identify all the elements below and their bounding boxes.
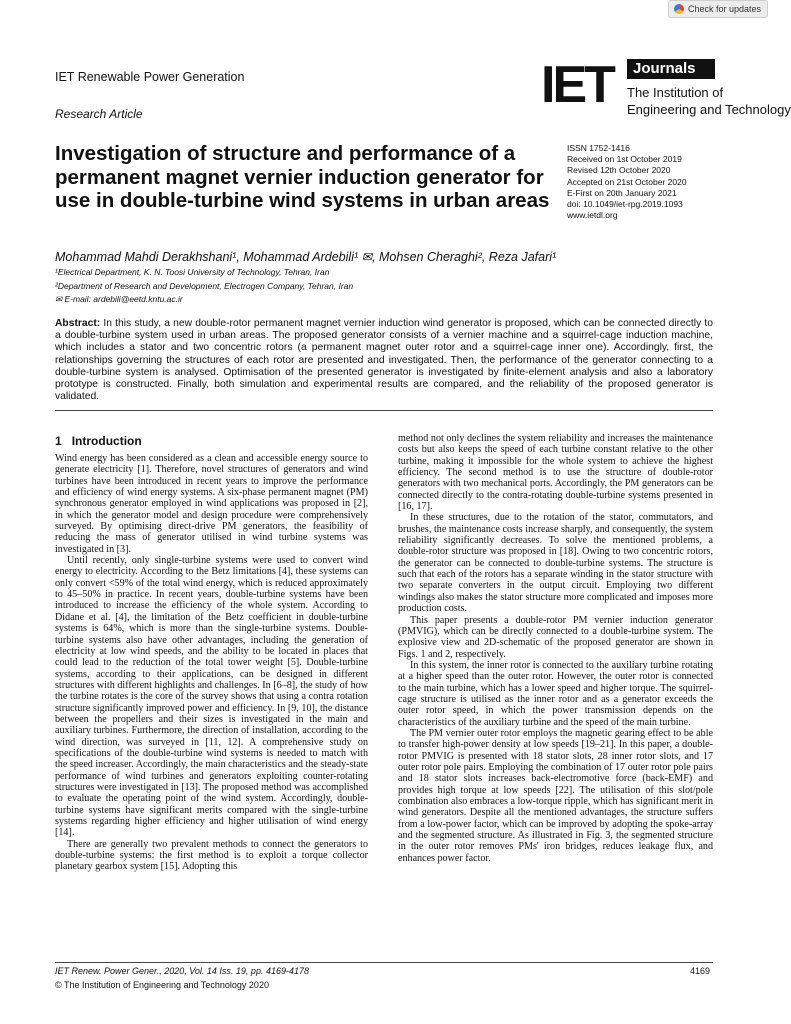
body-column-left <box>55 453 368 873</box>
abstract <box>55 318 713 403</box>
paragraph: Wind energy has been considered as a clean and accessible energy source to generate electricity [1]. Therefore, novel structures of generators and wind turbines have been introduced in recent years to improve the performance and efficiency of wind energy systems. A six-phase permanent magnet (PM) synchronous generator employed in wind applications was proposed in [2], in which the generator model and design procedure were comprehensively surveyed. By optimising direct-drive PM generators, the feasibility of reducing the mass of generator utilised in wind turbine systems was investigated in [3]. <box>55 453 368 555</box>
iet-journals-logo <box>541 56 791 121</box>
paragraph: In this system, the inner rotor is connected to the auxiliary turbine rotating at a higher speed than the outer rotor. However, the outer rotor is connected to the main turbine, which has a lower speed and higher torque. The squirrel-cage structure is utilised as the inner rotor and as a generator exceeds the outer rotor speed, in which the power transmission depends on the characteristics of the auxiliary turbine and the speed of the main turbine. <box>398 659 713 728</box>
section-number: 1 <box>55 434 62 448</box>
affiliation-1: ¹Electrical Department, K. N. Toosi University of Technology, Tehran, Iran <box>55 267 330 277</box>
crossmark-icon <box>674 4 684 14</box>
check-for-updates-label: Check for updates <box>688 4 762 14</box>
article-metadata <box>567 143 687 221</box>
revised-date: Revised 12th October 2020 <box>567 165 671 176</box>
section-title: Introduction <box>71 434 142 448</box>
abstract-text: In this study, a new double-rotor permanent magnet vernier induction wind generator is proposed, which can be connected directly to a double-turbine system used in urban areas. The proposed generator consists of a vernier machine and a squirrel-cage induction machine, which includes a stator and two concentric rotors (a permanent magnet outer rotor and a squirrel-cage inner one). Accordingly, first, the relationships governing the structures of each rotor are presented and investigated. Then, the performance of the generator connecting to a double-turbine system is analysed. Optimisation of the presented generator is investigated by finite-element analysis and also a laboratory prototype is constructed. Finally, both simulation and experimental results are compared, and the reliability of the proposed generator is validated. <box>55 318 713 403</box>
abstract-label: Abstract: <box>55 318 101 329</box>
doi[interactable]: doi: 10.1049/iet-rpg.2019.1093 <box>567 199 683 210</box>
institution-name-line1: The Institution of <box>627 85 724 100</box>
journals-label: Journals <box>627 59 715 79</box>
affiliation-2: ²Department of Research and Development, Electrogen Company, Tehran, Iran <box>55 281 354 291</box>
corresponding-email[interactable]: ✉ E-mail: ardebili@eetd.kntu.ac.ir <box>55 294 183 304</box>
journal-name: IET Renewable Power Generation <box>55 70 245 84</box>
paragraph: There are generally two prevalent methods to connect the generators to double-turbine systems: the first method is to exploit a torque collector planetary gearbox system [15]. Adopting this <box>55 838 368 873</box>
paragraph: method not only declines the system reliability and increases the maintenance costs but also keeps the speed of each turbine constant relative to the other turbine, making it impossible for the whole system to achieve the highest efficiency. The second method is to use the structure of double-rotor generators with two mechanical ports. Accordingly, the PM generators can be connected directly to the contra-rotating double-turbine systems presented in [16, 17]. <box>398 433 713 513</box>
footer-copyright: © The Institution of Engineering and Technology 2020 <box>55 980 269 990</box>
iet-logo-mark: IET <box>541 56 613 114</box>
footer-citation: IET Renew. Power Gener., 2020, Vol. 14 Iss. 19, pp. 4169-4178 <box>55 966 309 976</box>
received-date: Received on 1st October 2019 <box>567 154 682 165</box>
paragraph: In these structures, due to the rotation of the stator, commutators, and brushes, the maintenance costs increase sharply, and consequently, the system reliability significantly decreases. To solve the mentioned problems, a double-rotor structure was proposed in [18]. Owing to two concentric rotors, the generator can be connected to double-turbine systems. The structure is such that each of the rotors has a separate winding in the stator structure with two separate converters in the output circuit. Employing two different windings also makes the stator structure more complicated and imposes more production costs. <box>398 512 713 615</box>
issn: ISSN 1752-1416 <box>567 143 630 153</box>
page-number: 4169 <box>690 966 711 976</box>
paragraph: This paper presents a double-rotor PM vernier induction generator (PMVIG), which can be directly connected to a double-turbine system. The explosive view and 2D-schematic of the proposed generator are shown in Figs. 1 and 2, respectively. <box>398 614 713 660</box>
article-type: Research Article <box>55 107 143 121</box>
section-heading <box>55 434 142 448</box>
accepted-date: Accepted on 21st October 2020 <box>567 176 687 187</box>
paragraph: The PM vernier outer rotor employs the magnetic gearing effect to be able to transfer high-power density at low speeds [19–21]. In this paper, a double-rotor PMVIG is presented with 18 stator slots, 28 inner rotor slots, and 17 outer rotor pole pairs. Employing the combination of 17 outer rotor pole pairs and 18 stator slots increases back-electromotive force (back-EMF) and provides high torque at low speeds [22]. The utilisation of this slot/pole combination also embraces a low-torque ripple, which has significant merit in wind generators. Despite all the mentioned advantages, the structure suffers from a low-power factor, which can be improved by adopting the spoke-array and the segmented structure. As illustrated in Fig. 3, the segmented structure in the outer rotor removes PMs' iron bridges, reduces leakage flux, and enhances power factor. <box>398 727 713 864</box>
article-title: Investigation of structure and performance of a permanent magnet vernier induction generator for use in double-turbine wind systems in urban areas <box>55 142 550 212</box>
website-link[interactable]: www.ietdl.org <box>567 210 618 221</box>
e-first-date: E-First on 20th January 2021 <box>567 187 677 198</box>
institution-name-line2: Engineering and Technology <box>627 102 791 117</box>
divider <box>55 962 713 963</box>
divider <box>55 410 713 411</box>
check-for-updates-button[interactable] <box>668 0 768 18</box>
paragraph: Until recently, only single-turbine systems were used to convert wind energy to electricity. According to the Betz limitations [4], these systems can only convert <59% of the total wind energy, which is reduced approximately to 45–50% in practice. In recent years, double-turbine systems have been introduced to increase the efficiency of the whole system. According to Didane et al. [4], the limitation of the Betz coefficient in double-turbine systems is 64%, which is more than the single-turbine systems. Double-turbine systems also have other advantages, including the generation of electricity at low wind speeds, and the ability to be located in places that could lead to the reduction of the total tower weight [5]. Double-turbine systems, according to their applications, can be designed in different structures with different highlights and challenges. In [6–8], the study of how the turbine rotates is the core of the survey shows that using a contra rotation structure significantly improved power and efficiency. In [9, 10], the distance between the propellers and their sizes is investigated in the main and auxiliary turbines. Furthermore, the direction of installation, according to the wind direction, was surveyed in [11, 12]. A comprehensive study on specifications of the double-turbine wind systems is needed to match with the speed increaser. Accordingly, the main characteristics and the steady-state performance of wind turbines and generators exploiting counter-rotating structures were investigated in [13]. The proposed method was accomplished to evaluate the operating point of the wind system. Accordingly, double-turbine systems have significant merits compared with the single-turbine systems regarding higher efficiency and higher utilisation of wind energy [14]. <box>55 555 368 839</box>
body-column-right <box>398 433 713 864</box>
author-list: Mohammad Mahdi Derakhshani¹, Mohammad Ardebili¹ ✉, Mohsen Cheraghi², Reza Jafari¹ <box>55 250 557 264</box>
